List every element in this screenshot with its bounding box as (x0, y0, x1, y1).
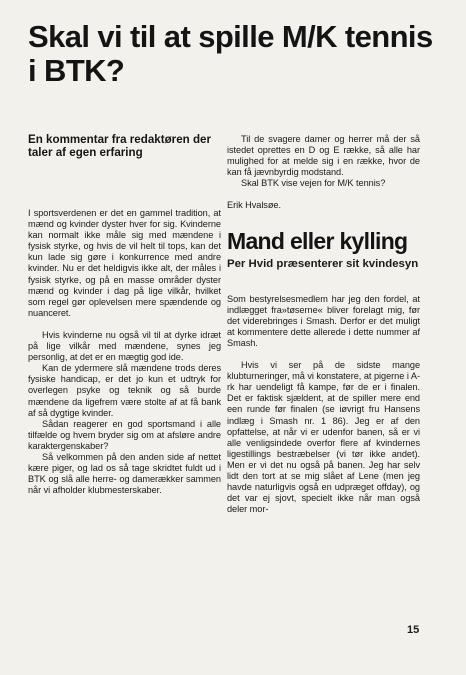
paragraph: Hvis vi ser på de sidste mange klubturneringer, må vi konstatere, at pigerne i A-rk har uendeligt få kampe, før de er i finalen. Det er faktisk sjældent, at de spiller mere end een runde før finalen (se iøvrigt fru Hansens indlæg i Smash nr. 1 86). Jeg er af den opfattelse, at når vi er udenfor banen, så er vi alle venligsindede overfor flere af kvindernes ligestillings bestræbelser (vi tør ikke andet). Men er vi det nu også på banen. Jeg har selv lidt den tort at se mig slået af Lene (men jeg havde naturligvis også en udpræget offday), og det var ej sjovt, specielt ikke når man også deler mor- (227, 360, 420, 515)
article2-subtitle: Per Hvid præsenterer sit kvindesyn (227, 257, 419, 270)
paragraph: Så velkommen på den anden side af nettet kære piger, og lad os så tage skridtet fuldt ud i BTK og slå alle herre- og damerækker sammen når vi afholder klubmesterskaber. (28, 451, 221, 496)
page-number: 15 (407, 624, 420, 636)
paragraph: Kan de ydermere slå mændene trods deres fysiske handicap, er det jo kun et udtryk for overlegen psyke og teknik og så burde mændene da ligefrem være stolte af at få bank af så dygtige kvinder. (28, 363, 221, 418)
paragraph: Skal BTK vise vejen for M/K tennis? (241, 178, 386, 189)
article2-title: Mand eller kylling (227, 227, 408, 254)
article-title: Skal vi til at spille M/K tennis i BTK? (28, 19, 433, 88)
signature: Erik Hvalsøe. (227, 200, 281, 211)
paragraph: Hvis kvinderne nu også vil til at dyrke idræt på lige vilkår med mændene, synes jeg personlig, at det er en mægtig god ide. (28, 329, 221, 363)
left-column (28, 133, 221, 496)
article-kicker: En kommentar fra redaktøren der taler af egen erfaring (28, 133, 211, 159)
paragraph: Som bestyrelsesmedlem har jeg den fordel, at indlægget fra»tøserne« bliver forelagt mig, før det viderebringes i Smash. Derfor er det muligt at kommentere dette allerede i dette nummer af Smash. (227, 293, 420, 348)
right-column (227, 134, 420, 515)
paragraph: Sådan reagerer en god sportsmand i alle tilfælde og hvem bryder sig om at afsløre andre karaktergenskaber? (28, 418, 221, 451)
paragraph: Til de svagere damer og herrer må der så istedet oprettes en D og E række, så alle har mulighed for at melde sig i en række, hvor de kan få jævnbyrdig modstand. (227, 134, 420, 178)
paragraph: I sportsverdenen er det en gammel tradition, at mænd og kvinder dyster hver for sig. Kvinderne kan normalt ikke måle sig med mændene i fysisk styrke, og hvis de vil helt til tops, kan det kun lade sig gøre i konkurrence med andre kvinder. Nu er det heldigvis ikke alt, der måles i fysisk styrke, og på en masse områder dyster mænd og kvinder i dag på lige vilkår, hvilket som regel gør oplevelsen mere spændende og nuanceret. (28, 208, 221, 318)
